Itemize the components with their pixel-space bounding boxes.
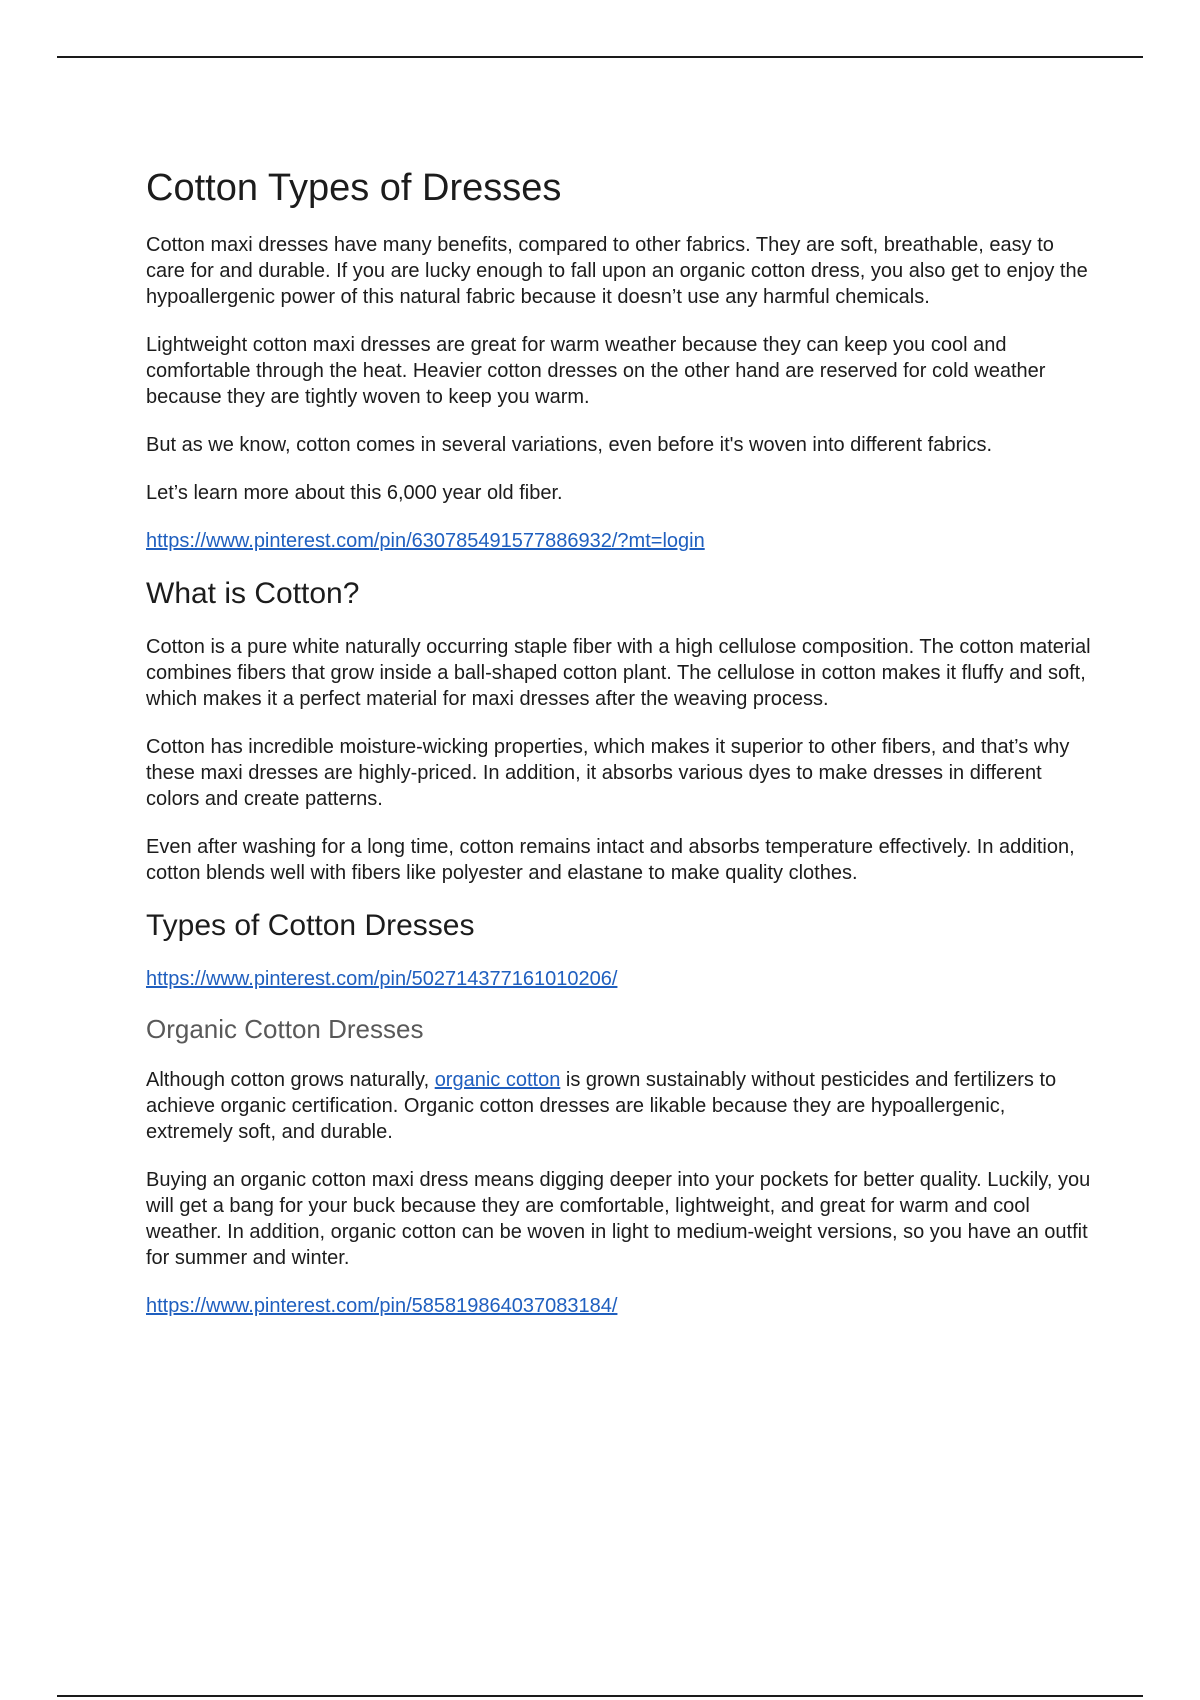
pinterest-link-3[interactable]: https://www.pinterest.com/pin/585819864037083184/ [146, 1294, 618, 1317]
pinterest-link-2[interactable]: https://www.pinterest.com/pin/502714377161010206/ [146, 967, 618, 990]
section-heading-what-is-cotton: What is Cotton? [146, 576, 360, 610]
organic-paragraph-2: Buying an organic cotton maxi dress means digging deeper into your pockets for better quality. Luckily, you will get a bang for your buck because they are comfortable, lightweight, and great for warm and cool weather. In addition, organic cotton can be woven in light to medium-weight versions, so you have an outfit for summer and winter. [146, 1168, 1091, 1269]
section-heading-types: Types of Cotton Dresses [146, 908, 475, 942]
footer-rule [57, 1695, 1143, 1697]
what-is-cotton-paragraph-1: Cotton is a pure white naturally occurring staple fiber with a high cellulose composition. The cotton material combines fibers that grow inside a ball-shaped cotton plant. The cellulose in cotton makes it fluffy and soft, which makes it a perfect material for maxi dresses after the weaving process. [146, 635, 1091, 710]
organic-text-after: is grown sustainably without pesticides and fertilizers to achieve organic certification. Organic cotton dresses are likable because they are hypoallergenic, extremely soft, and durable. [146, 1068, 1057, 1143]
types-link-paragraph [146, 966, 1096, 992]
intro-paragraph-1: Cotton maxi dresses have many benefits, compared to other fabrics. They are soft, breathable, easy to care for and durable. If you are lucky enough to fall upon an organic cotton dress, you also get to enjoy the hypoallergenic power of this natural fabric because it doesn’t use any harmful chemicals. [146, 233, 1088, 308]
pinterest-link-1[interactable]: https://www.pinterest.com/pin/630785491577886932/?mt=login [146, 529, 705, 552]
header-rule [57, 56, 1143, 58]
subsection-heading-organic: Organic Cotton Dresses [146, 1013, 424, 1044]
page-title: Cotton Types of Dresses [146, 167, 562, 209]
document-page [146, 166, 1096, 1341]
intro-paragraph-3: But as we know, cotton comes in several variations, even before it's woven into different fabrics. [146, 433, 993, 456]
organic-text-before: Although cotton grows naturally, [146, 1068, 435, 1091]
intro-paragraph-2: Lightweight cotton maxi dresses are great for warm weather because they can keep you cool and comfortable through the heat. Heavier cotton dresses on the other hand are reserved for cold weather because they are tightly woven to keep you warm. [146, 333, 1046, 408]
intro-link-paragraph [146, 528, 1096, 554]
organic-paragraph-1 [146, 1067, 1096, 1145]
organic-cotton-link[interactable]: organic cotton [434, 1068, 561, 1091]
what-is-cotton-paragraph-3: Even after washing for a long time, cotton remains intact and absorbs temperature effectively. In addition, cotton blends well with fibers like polyester and elastane to make quality clothes. [146, 835, 1075, 884]
what-is-cotton-paragraph-2: Cotton has incredible moisture-wicking properties, which makes it superior to other fibers, and that’s why these maxi dresses are highly-priced. In addition, it absorbs various dyes to make dresses in different colors and create patterns. [146, 735, 1070, 810]
intro-paragraph-4: Let’s learn more about this 6,000 year old fiber. [146, 481, 563, 504]
organic-link-paragraph [146, 1293, 1096, 1319]
